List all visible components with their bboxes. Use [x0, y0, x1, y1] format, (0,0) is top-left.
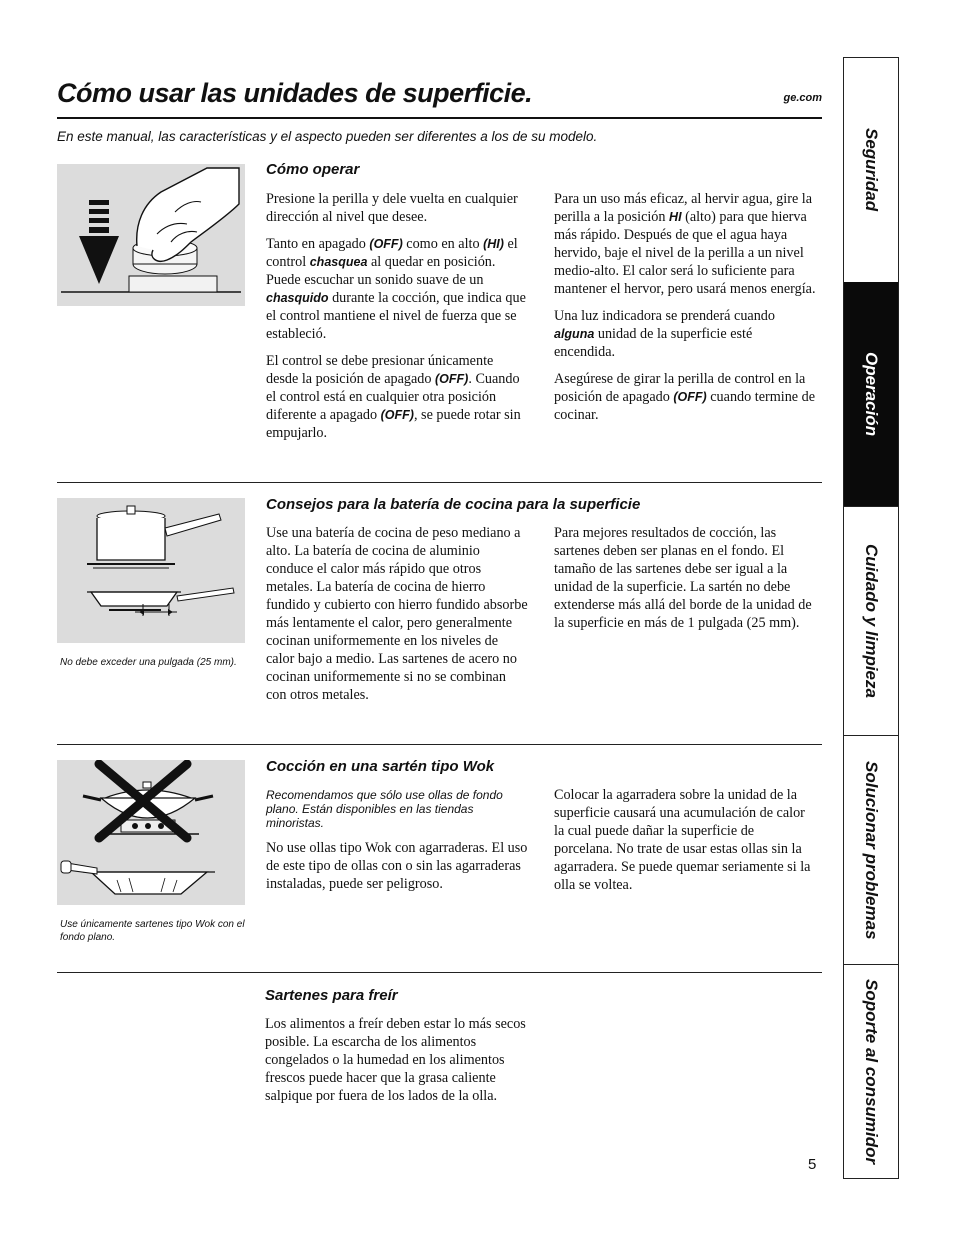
tab-operacion[interactable]: Operación [844, 282, 898, 506]
wok-paragraph: Colocar la agarradera sobre la unidad de la superficie causará una acumulación de calor la cual puede dañar la superficie de porcelana. No trate de usar estas ollas sin la agarradera. Se puede quemar seriamente si la olla se voltea. [554, 787, 811, 893]
cookware-left-column [266, 524, 528, 713]
wok-figure-caption: Use únicamente sartenes tipo Wok con el fondo plano. [60, 919, 245, 943]
section-heading-cookware: Consejos para la batería de cocina para la superficie [266, 496, 641, 513]
tab-soporte-al-consumidor[interactable]: Soporte al consumidor [862, 978, 881, 1165]
tab-solucionar-problemas[interactable]: Solucionar problemas [862, 760, 881, 940]
knob-push-illustration [57, 164, 245, 306]
operate-paragraph: Tanto en apagado (OFF) como en alto (HI) el control chasquea al quedar en posición. Puede escuchar un sonido suave de un chasquido durante la cocción, que indica que el control mantiene el nivel de fuerza que se estableció. [266, 236, 526, 342]
fry-paragraph: Los alimentos a freír deben estar lo más secos posible. La escarcha de los alimentos congelados o la humedad en los alimentos frescos puede hacer que la grasa caliente salpique por fuera de los lados de la olla. [265, 1016, 526, 1104]
title-rule [57, 117, 822, 119]
operate-paragraph: El control se debe presionar únicamente desde la posición de apagado (OFF). Cuando el control está en cualquier otra posición diferente a apagado (OFF), se puede rotar sin empujarlo. [266, 353, 521, 441]
operate-left-column [266, 190, 528, 451]
operate-right-column [554, 190, 816, 433]
section-tabs [843, 57, 899, 1179]
operate-paragraph: Presione la perilla y dele vuelta en cualquier dirección al nivel que desee. [266, 191, 518, 225]
operate-paragraph: Una luz indicadora se prenderá cuando alguna unidad de la superficie esté encendida. [554, 308, 775, 360]
section-heading-wok: Cocción en una sartén tipo Wok [266, 758, 495, 775]
cookware-illustration [57, 498, 245, 643]
wok-right-column [554, 786, 816, 903]
operate-paragraph: Para un uso más eficaz, al hervir agua, gire la perilla a la posición HI (alto) para que hierva más rápido. Después de que el agua haya hervido, baje el nivel de la perilla a un nivel medio-alto. El calor será lo suficiente para mantener el hervor, pero usará menos energía. [554, 191, 816, 297]
fry-column [265, 1015, 527, 1114]
wok-recommendation-note: Recomendamos que sólo use ollas de fondo plano. Están disponibles en las tiendas minoristas. [266, 788, 503, 830]
page-number: 5 [808, 1156, 817, 1173]
cookware-right-column [554, 524, 816, 641]
wok-illustration [57, 760, 245, 905]
section-heading-operate: Cómo operar [266, 161, 360, 178]
section-divider [57, 972, 822, 973]
tab-cuidado-y-limpieza[interactable]: Cuidado y limpieza [862, 544, 881, 698]
page-title: Cómo usar las unidades de superficie. [57, 78, 533, 108]
section-divider [57, 482, 822, 483]
wok-paragraph: No use ollas tipo Wok con agarraderas. El uso de este tipo de ollas con o sin las agarraderas instaladas, puede ser peligroso. [266, 840, 528, 892]
cookware-paragraph: Para mejores resultados de cocción, las sartenes deben ser planas en el fondo. El tamaño de las sartenes debe ser igual a la unidad de la superficie. La sartén no debe extenderse más allá del borde de la unidad de la superficie en más de 1 pulgada (25 mm). [554, 525, 812, 631]
section-divider [57, 744, 822, 745]
tab-seguridad[interactable]: Seguridad [862, 128, 881, 212]
section-heading-fry: Sartenes para freír [265, 987, 398, 1004]
cookware-paragraph: Use una batería de cocina de peso mediano a alto. La batería de cocina de aluminio conduce el calor más rápido que otros metales. La batería de cocina de hierro fundido y cubierto con hierro fundido absorbe más lentamente el calor, pero generalmente cocinan uniformemente en los niveles de calor bajo a medio. Las sartenes de acero no cocinan uniformemente si no se combinan con otros metales. [266, 525, 528, 703]
cookware-figure-caption: No debe exceder una pulgada (25 mm). [60, 657, 237, 668]
wok-left-column [266, 788, 528, 902]
site-url: ge.com [783, 92, 822, 104]
model-disclaimer: En este manual, las características y el aspecto pueden ser diferentes a los de su modelo. [57, 129, 598, 144]
operate-paragraph: Asegúrese de girar la perilla de control en la posición de apagado (OFF) cuando termine de cocinar. [554, 371, 816, 423]
